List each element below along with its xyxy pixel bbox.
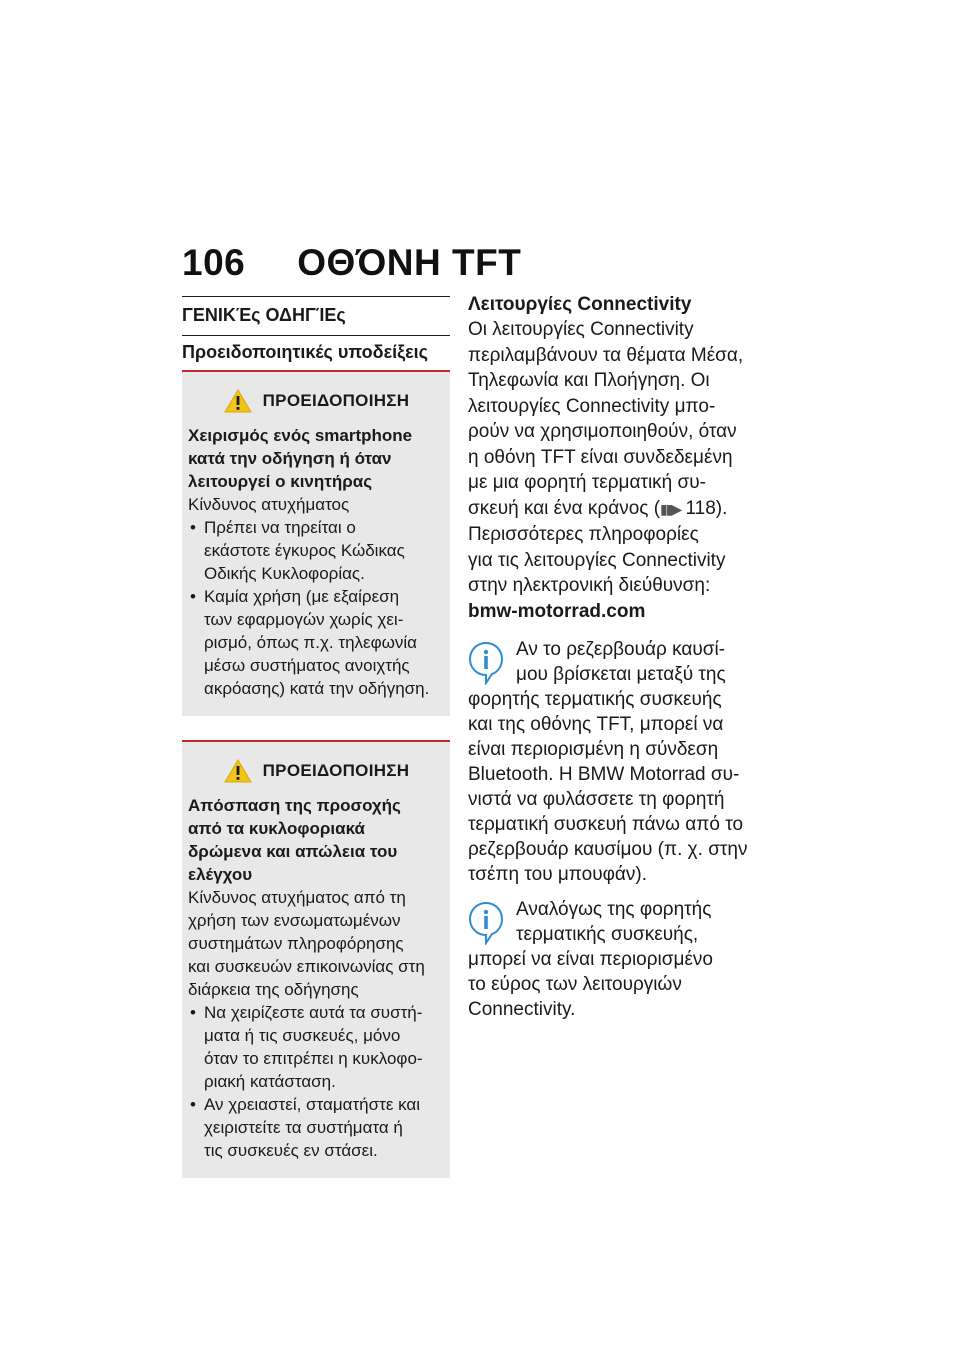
warning-risk-line: Κίνδυνος ατυχήματος από τη	[188, 888, 406, 907]
note-line: τσέπη του μπουφάν).	[468, 863, 648, 885]
info-note-2	[468, 897, 748, 1022]
bullet-line: Να χειρίζεστε αυτά τα συστή-	[204, 1003, 423, 1022]
para-line-text: σκευή και ένα κράνος	[468, 497, 649, 519]
info-icon	[468, 901, 504, 945]
note-line: νιστά να φυλάσσετε τη φορητή	[468, 788, 725, 810]
spacer	[182, 716, 450, 740]
warning-head	[182, 372, 450, 424]
note-line: φορητής τερματικής συσκευής	[468, 688, 722, 710]
para-line: Περισσότερες πληροφορίες	[468, 524, 699, 545]
bullet-line: ριακή κατάσταση.	[204, 1072, 336, 1091]
reference-page: 118).	[685, 497, 728, 519]
note-line: είναι περιορισμένη η σύνδεση	[468, 738, 719, 760]
section-rule-bottom	[182, 335, 450, 336]
warning-box-1	[182, 372, 450, 716]
para-line: η οθόνη TFT είναι συνδεδεμένη	[468, 446, 733, 468]
bullet-item	[188, 1093, 446, 1162]
para-line: για τις λειτουργίες Connectivity	[468, 549, 726, 571]
warning-subject-line: ελέγχου	[188, 865, 253, 884]
warning-label: ΠΡΟΕΙΔΟΠΟΙΗΣΗ	[262, 391, 410, 410]
note-line: τερματική συσκευή πάνω από το	[468, 813, 744, 835]
bullet-item	[188, 516, 446, 585]
note-line: Bluetooth. Η BMW Motorrad συ-	[468, 763, 740, 785]
section-rule	[182, 296, 450, 297]
note-line: Connectivity.	[468, 998, 576, 1020]
subsection-title: Προειδοποιητικές υποδείξεις	[182, 342, 429, 362]
para-line: με μια φορητή τερματική συ-	[468, 472, 706, 493]
warning-triangle-icon	[223, 758, 253, 784]
warning-triangle-icon	[223, 388, 253, 414]
para-line: στην ηλεκτρονική διεύθυνση:	[468, 575, 711, 596]
right-column	[468, 292, 748, 1022]
note-line: το εύρος των λειτουργιών	[468, 973, 682, 995]
bullet-item	[188, 1001, 446, 1093]
note-line: μπορεί να είναι περιορισμένο	[468, 948, 713, 970]
para-line: λειτουργίες Connectivity μπο-	[468, 395, 716, 417]
bullet-line: ακρόασης) κατά την οδήγηση.	[204, 679, 430, 698]
warning-subject-line: από τα κυκλοφοριακά	[188, 819, 365, 838]
left-column	[182, 296, 450, 1178]
para-line: Τηλεφωνία και Πλοήγηση. Οι	[468, 370, 710, 391]
warning-body	[182, 794, 450, 1162]
bullet-line: Αν χρειαστεί, σταματήστε και	[204, 1095, 421, 1114]
note-line: Αναλόγως της φορητής	[516, 898, 712, 920]
note-line: τερματικής συσκευής,	[516, 923, 699, 945]
bullet-line: των εφαρμογών χωρίς χει-	[204, 610, 404, 629]
bullet-item	[188, 585, 446, 700]
para-line: Οι λειτουργίες Connectivity	[468, 319, 694, 340]
note-line: και της οθόνης TFT, μπορεί να	[468, 713, 724, 735]
website-url[interactable]: bmw-motorrad.com	[468, 600, 646, 622]
info-icon	[468, 641, 504, 685]
warning-bullets	[188, 1001, 446, 1162]
note-line: μου βρίσκεται μεταξύ της	[516, 663, 726, 685]
page-header	[182, 242, 521, 284]
page-reference[interactable]: (▮▮▶ 118).	[653, 497, 728, 519]
para-line	[468, 496, 748, 523]
bullet-line: εκάστοτε έγκυρος Κώδικας	[204, 541, 405, 560]
para-line: περιλαμβάνουν τα θέματα Μέσα,	[468, 344, 744, 366]
warning-risk-line: διάρκεια της οδήγησης	[188, 980, 359, 999]
bullet-line: χειριστείτε τα συστήματα ή	[204, 1118, 403, 1137]
note-line: ρεζερβουάρ καυσίμου (π. χ. στην	[468, 838, 748, 860]
warning-subject-line: λειτουργεί ο κινητήρας	[188, 472, 373, 491]
warning-risk-line: συστημάτων πληροφόρησης	[188, 934, 404, 953]
warning-subject-line: Απόσπαση της προσοχής	[188, 796, 401, 815]
warning-risk: Κίνδυνος ατυχήματος	[188, 495, 350, 514]
intro-paragraph	[468, 317, 748, 625]
bullet-line: ρισμό, όπως π.χ. τηλεφωνία	[204, 633, 417, 652]
chapter-title: ΟΘΌΝΗ TFT	[297, 242, 522, 283]
warning-box-2	[182, 742, 450, 1178]
warning-subject-line: κατά την οδήγηση ή όταν	[188, 449, 392, 468]
reference-arrow-icon: ▮▮▶	[660, 500, 681, 517]
warning-risk-line: χρήση των ενσωματωμένων	[188, 911, 401, 930]
bullet-line: Πρέπει να τηρείται ο	[204, 518, 356, 537]
note-line: Αν το ρεζερβουάρ καυσί-	[516, 638, 725, 660]
connectivity-heading: Λειτουργίες Connectivity	[468, 294, 692, 315]
warning-head	[182, 742, 450, 794]
bullet-line: μέσω συστήματος ανοιχτής	[204, 656, 410, 675]
bullet-line: Καμία χρήση (με εξαίρεση	[204, 587, 400, 606]
info-note-1	[468, 637, 748, 887]
warning-body	[182, 424, 450, 700]
para-line: ρούν να χρησιμοποιηθούν, όταν	[468, 421, 737, 442]
section-title: ΓΕΝΙΚΈς ΟΔΗΓΊΕς	[182, 305, 346, 325]
page-number: 106	[182, 242, 246, 283]
bullet-line: τις συσκευές εν στάσει.	[204, 1141, 378, 1160]
warning-bullets	[188, 516, 446, 700]
bullet-line: ματα ή τις συσκευές, μόνο	[204, 1026, 401, 1045]
bullet-line: όταν το επιτρέπει η κυκλοφο-	[204, 1049, 423, 1068]
warning-label: ΠΡΟΕΙΔΟΠΟΙΗΣΗ	[262, 761, 410, 780]
warning-subject-line: Χειρισμός ενός smartphone	[188, 426, 413, 445]
warning-risk-line: και συσκευών επικοινωνίας στη	[188, 957, 425, 976]
bullet-line: Οδικής Κυκλοφορίας.	[204, 564, 365, 583]
warning-subject-line: δρώμενα και απώλεια του	[188, 842, 398, 861]
